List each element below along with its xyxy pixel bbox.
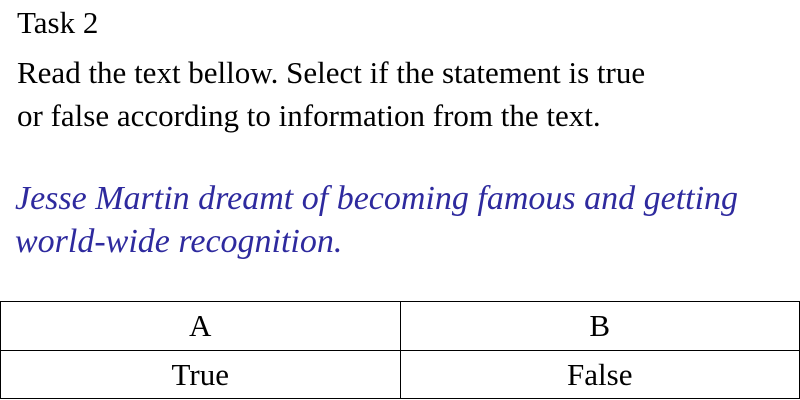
answer-options-table: [0, 301, 800, 399]
statement-line-2: world-wide recognition.: [15, 223, 343, 260]
statement-text: [15, 177, 795, 263]
task-title: Task 2: [17, 5, 99, 40]
statement-line-1: Jesse Martin dreamt of becoming famous and getting: [15, 180, 739, 217]
option-true-cell[interactable]: True: [1, 351, 401, 399]
instructions-line-2: or false according to information from the text.: [17, 98, 601, 133]
instructions-line-1: Read the text bellow. Select if the statement is true: [17, 55, 646, 90]
options-label-row: [1, 351, 800, 399]
option-false-cell[interactable]: False: [400, 351, 800, 399]
option-a-letter[interactable]: A: [1, 302, 401, 351]
option-b-letter[interactable]: B: [400, 302, 800, 351]
options-letter-row: [1, 302, 800, 351]
instructions-text: [17, 51, 787, 137]
